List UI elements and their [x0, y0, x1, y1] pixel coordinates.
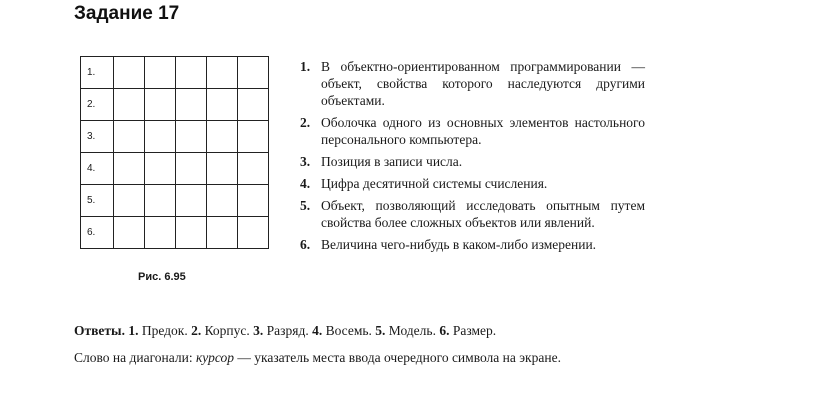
grid-row-number: 3. [81, 121, 114, 153]
grid-cell [114, 185, 145, 217]
grid-cell [145, 121, 176, 153]
grid-row-number: 4. [81, 153, 114, 185]
clue-number: 5. [300, 198, 311, 213]
answer-number: 2. [191, 323, 202, 338]
grid-cell [207, 217, 238, 249]
grid-cell [114, 217, 145, 249]
answers [74, 322, 644, 339]
clue-item [300, 153, 645, 170]
diagonal-suffix: — указатель места ввода очередного символа на экране. [237, 350, 561, 365]
grid-cell [145, 89, 176, 121]
diagonal-word: курсор [195, 350, 234, 365]
answer-text: Размер. [452, 323, 497, 338]
clue-list [300, 58, 645, 258]
grid-cell [114, 153, 145, 185]
answer-number: 5. [375, 323, 386, 338]
clue-text: Оболочка одного из основных элементов настольного персонального компьютера. [321, 115, 645, 147]
grid-cell [145, 217, 176, 249]
grid-cell [238, 121, 269, 153]
grid-cell [238, 89, 269, 121]
clue-text: Величина чего-нибудь в каком-либо измерении. [321, 237, 597, 252]
grid-row-number: 2. [81, 89, 114, 121]
grid-cell [207, 57, 238, 89]
grid-cell [114, 89, 145, 121]
answer-number: 3. [253, 323, 264, 338]
clue-item [300, 114, 645, 148]
grid-cell [145, 153, 176, 185]
grid-cell [176, 153, 207, 185]
grid-cell [176, 57, 207, 89]
grid-cell [114, 57, 145, 89]
grid-cell [238, 185, 269, 217]
answers-label: Ответы. [74, 323, 125, 338]
grid-cell [207, 153, 238, 185]
clue-item [300, 236, 645, 253]
grid-cell [145, 185, 176, 217]
grid-cell [207, 121, 238, 153]
grid-cell [238, 57, 269, 89]
grid-cell [176, 217, 207, 249]
figure-caption: Рис. 6.95 [138, 271, 186, 283]
clue-item [300, 197, 645, 231]
grid-row [81, 153, 269, 185]
clue-number: 6. [300, 237, 311, 252]
clue-text: В объектно-ориентированном программировании — объект, свойства которого наследуются другими объектами. [321, 59, 645, 108]
crossword-grid [80, 56, 269, 249]
grid-row [81, 57, 269, 89]
grid-cell [238, 153, 269, 185]
grid-cell [114, 121, 145, 153]
clue-text: Цифра десятичной системы счисления. [321, 176, 548, 191]
grid-cell [207, 185, 238, 217]
grid-cell [207, 89, 238, 121]
clue-item [300, 58, 645, 109]
clue-text: Объект, позволяющий исследовать опытным путем свойства более сложных объектов или явлений. [321, 198, 645, 230]
answer-number: 6. [439, 323, 450, 338]
grid-row [81, 217, 269, 249]
grid-cell [176, 185, 207, 217]
clue-number: 3. [300, 154, 311, 169]
grid-row [81, 185, 269, 217]
answer-text: Модель. [388, 323, 436, 338]
grid-row [81, 89, 269, 121]
grid-cell [176, 89, 207, 121]
clue-number: 4. [300, 176, 311, 191]
grid-row-number: 5. [81, 185, 114, 217]
grid-cell [145, 57, 176, 89]
grid-row-number: 1. [81, 57, 114, 89]
answer-text: Разряд. [266, 323, 309, 338]
answer-number: 4. [312, 323, 323, 338]
task-title: Задание 17 [74, 3, 180, 24]
grid-cell [238, 217, 269, 249]
clue-text: Позиция в записи числа. [321, 154, 463, 169]
answer-text: Предок. [141, 323, 188, 338]
diagonal-word-note [74, 349, 646, 366]
answer-number: 1. [128, 323, 139, 338]
grid-row [81, 121, 269, 153]
clue-item [300, 175, 645, 192]
clue-number: 1. [300, 59, 311, 74]
answer-text: Восемь. [325, 323, 372, 338]
diagonal-prefix: Слово на диагонали: [74, 350, 193, 365]
grid-cell [176, 121, 207, 153]
answer-text: Корпус. [204, 323, 250, 338]
grid-row-number: 6. [81, 217, 114, 249]
clue-number: 2. [300, 115, 311, 130]
